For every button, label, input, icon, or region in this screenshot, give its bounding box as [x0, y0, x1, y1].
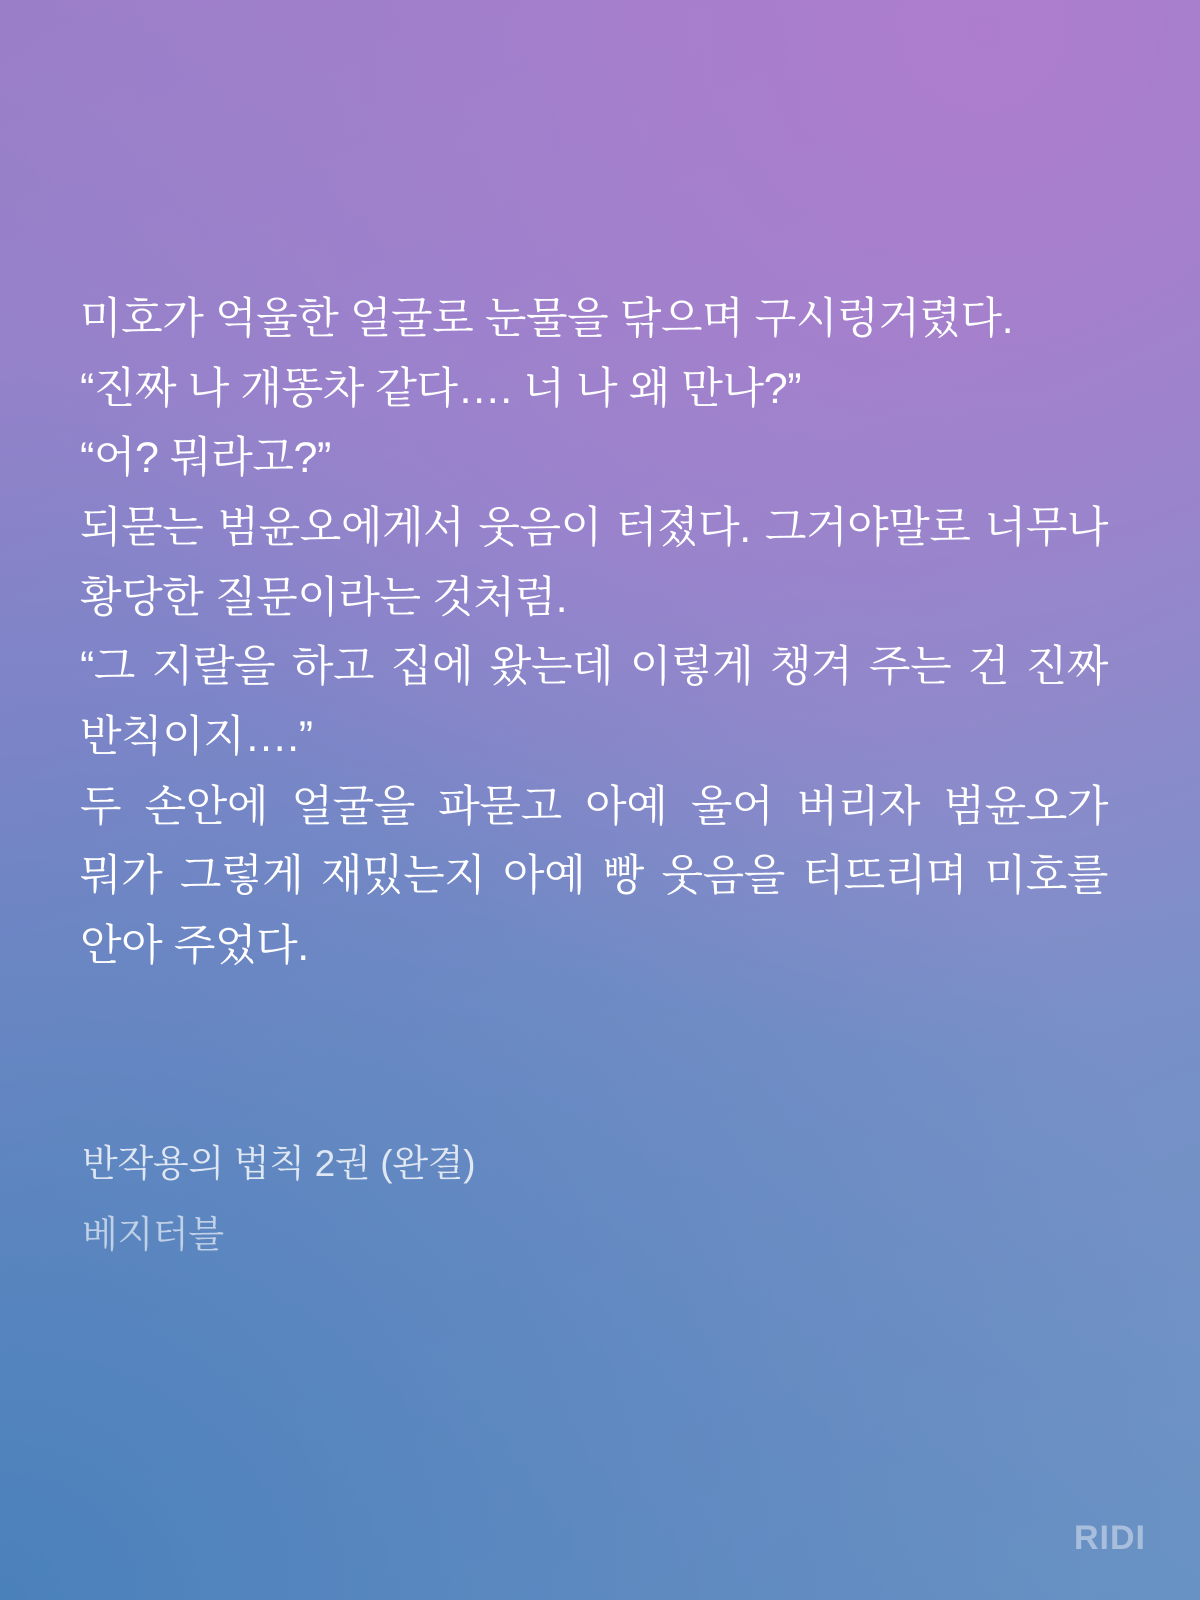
quote-line: “진짜 나 개똥차 같다…. 너 나 왜 만나?” — [80, 364, 802, 413]
quote-line: 미호가 억울한 얼굴로 눈물을 닦으며 구시렁거렸다. — [80, 295, 1014, 343]
ridi-brand-logo: RIDI — [1074, 1519, 1146, 1557]
quote-text-block — [80, 285, 1108, 982]
quote-line: 되묻는 범윤오에게서 웃음이 터졌다. 그거야말로 너무나 황당한 질문이라는 것처럼. — [80, 503, 1108, 622]
book-meta-block — [82, 1135, 1082, 1264]
quote-line: “그 지랄을 하고 집에 왔는데 이렇게 챙겨 주는 건 진짜 반칙이지….” — [80, 643, 1108, 761]
book-title: 반작용의 법칙 2권 (완결) — [82, 1143, 476, 1184]
book-author: 베지터블 — [82, 1214, 224, 1256]
quote-line: 두 손안에 얼굴을 파묻고 아예 울어 버리자 범윤오가 뭐가 그렇게 재밌는지 아예 빵 웃음을 터뜨리며 미호를 안아 주었다. — [80, 782, 1108, 970]
quote-line: “어? 뭐라고?” — [80, 434, 331, 483]
